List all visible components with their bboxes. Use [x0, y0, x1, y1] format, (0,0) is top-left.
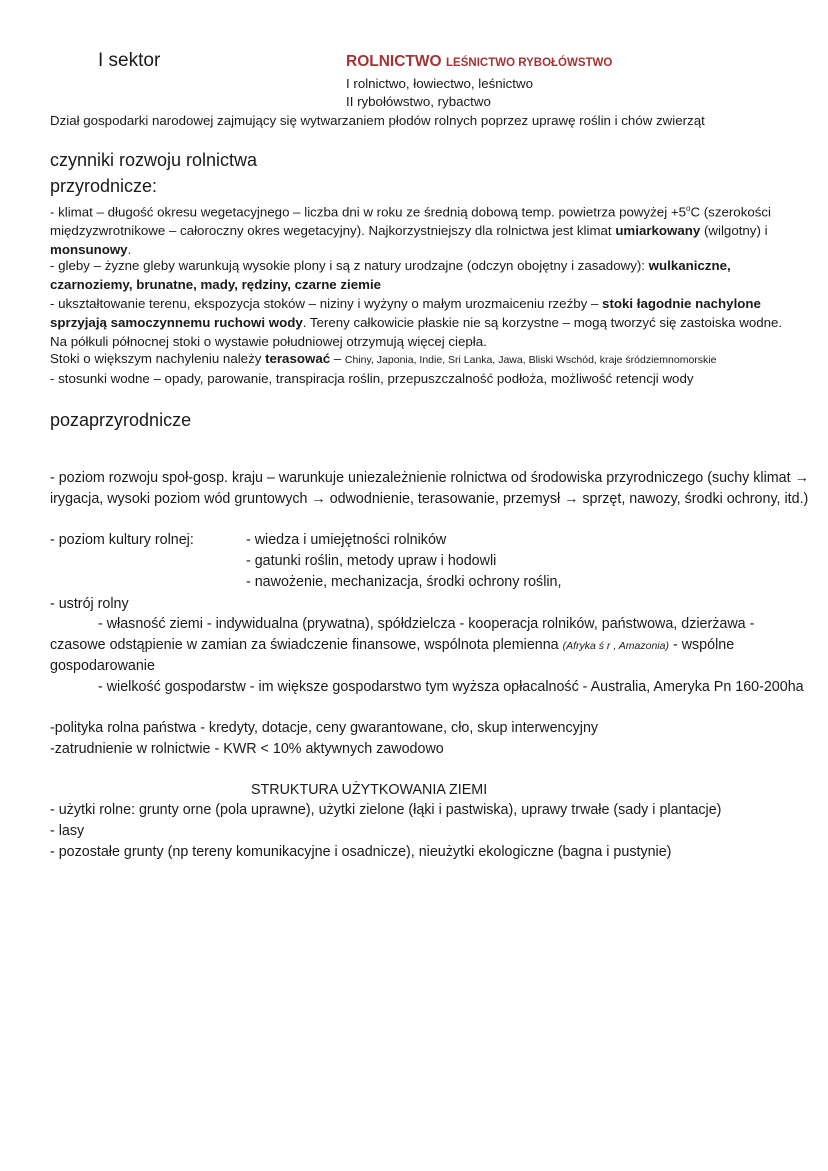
wlasnosc-text-a: - własność ziemi - indywidualna (prywatna), spółdzielcza - kooperacja rolników, państwowa, dzierżawa - czasowe odstąpienie w zamian za świadczenie finansowe, wspólnota plemienna [50, 616, 755, 653]
stoki-text-b: – [330, 351, 345, 366]
gleby-bold: wulkaniczne, czarnoziemy, brunatne, mady, rędziny, czarne ziemie [50, 258, 731, 292]
wlasnosc-italic: (Afryka ś r , Amazonia) [562, 639, 669, 652]
section-heading-nonnatural: pozaprzyrodnicze [50, 410, 192, 430]
klimat-text-d: . [127, 242, 132, 258]
sector-label: I sektor [98, 50, 161, 71]
kultura-label: - poziom kultury rolnej: [50, 532, 194, 548]
paragraph-stoki [50, 350, 716, 369]
section-heading-factors: czynniki rozwoju rolnictwa [50, 150, 258, 170]
subheading-natural: przyrodnicze: [50, 176, 158, 196]
stoki-bold: terasować [265, 351, 331, 366]
stoki-countries: Chiny, Japonia, Indie, Sri Lanka, Jawa, Bliski Wschód, kraje śródziemnomorskie [344, 354, 717, 366]
teren-text-b: . Tereny całkowicie płaskie nie są korzystne – mogą tworzyć się zastoiska wodne. Na półkuli północnej stoki o wystawie południowej otrzymują więcej ciepła. [50, 314, 783, 349]
land-use-item: - użytki rolne: grunty orne (pola uprawne), użytki zielone (łąki i pastwiska), uprawy trwałe (sady i plantacje) [50, 802, 722, 818]
definition-text: Dział gospodarki narodowej zajmujący się wytwarzaniem płodów rolnych poprzez uprawę roślin i chów zwierząt [50, 113, 705, 128]
stoki-text-a: Stoki o większym nachyleniu należy [50, 351, 266, 366]
ustroj-label: - ustrój rolny [50, 596, 129, 612]
kultura-item: - wiedza i umiejętności rolników [246, 532, 447, 548]
gleby-text: - gleby – żyzne gleby warunkują wysokie plony i są z natury urodzajne (odczyn obojętny i zasadowy): [50, 258, 649, 273]
paragraph-wodne: - stosunki wodne – opady, parowanie, transpiracja roślin, przepuszczalność podłoża, możliwość retencji wody [50, 371, 694, 386]
kultura-item: - gatunki roślin, metody upraw i hodowli [246, 553, 497, 569]
title-rest: LEŚNICTWO RYBOŁÓWSTWO [446, 57, 613, 69]
klimat-text-c: (wilgotny) i [700, 223, 768, 239]
degree-sup: o [686, 204, 691, 213]
teren-text-a: - ukształtowanie terenu, ekspozycja stoków – niziny i wyżyny o małym urozmaiceniu rzeźby – [50, 296, 603, 311]
paragraph-wielkosc: - wielkość gospodarstw - im większe gospodarstwo tym wyższa opłacalność - Australia, Ameryka Pn 160-200ha [98, 679, 804, 695]
teren-bold: stoki łagodnie nachylone sprzyjają samoczynnemu ruchowi wody [50, 296, 761, 330]
wlasnosc-text-b: - wspólne gospodarowanie [50, 636, 735, 675]
title-main: ROLNICTWO [346, 53, 442, 70]
klimat-bold-2: monsunowy [50, 242, 128, 258]
header-line-1: I rolnictwo, łowiectwo, leśnictwo [346, 76, 533, 91]
section-heading-land-use: STRUKTURA UŻYTKOWANIA ZIEMI [251, 782, 488, 798]
paragraph-klimat [50, 200, 795, 260]
document-title [346, 53, 612, 71]
paragraph-zatrudnienie: -zatrudnienie w rolnictwie - KWR < 10% aktywnych zawodowo [50, 741, 444, 757]
land-use-item: - pozostałe grunty (np tereny komunikacyjne i osadnicze), nieużytki ekologiczne (bagna i pustynie) [50, 844, 672, 860]
paragraph-teren [50, 295, 795, 351]
paragraph-wlasnosc [50, 614, 810, 677]
klimat-text-a: - klimat – długość okresu wegetacyjnego – liczba dni w roku ze średnią dobową temp. powietrza powyżej +5 [50, 204, 686, 220]
klimat-text-b: C (szerokości międzyzwrotnikowe – całoroczny okres wegetacyjny). Najkorzystniejszy dla rolnictwa jest klimat [50, 204, 771, 239]
paragraph-poziom: - poziom rozwoju społ-gosp. kraju – warunkuje uniezależnienie rolnictwa od środowiska przyrodniczego (suchy klimat → irygacja, wysoki poziom wód gruntowych → odwodnienie, terasowanie, przemysł → sprzęt, nawozy, środki ochrony, itd.) [50, 470, 809, 507]
paragraph-gleby [50, 257, 795, 295]
header-line-2: II rybołówstwo, rybactwo [346, 94, 491, 109]
land-use-item: - lasy [50, 823, 85, 839]
paragraph-polityka: -polityka rolna państwa - kredyty, dotacje, ceny gwarantowane, cło, skup interwencyjny [50, 720, 599, 736]
kultura-item: - nawożenie, mechanizacja, środki ochrony roślin, [246, 574, 562, 590]
klimat-bold-1: umiarkowany [615, 223, 701, 239]
